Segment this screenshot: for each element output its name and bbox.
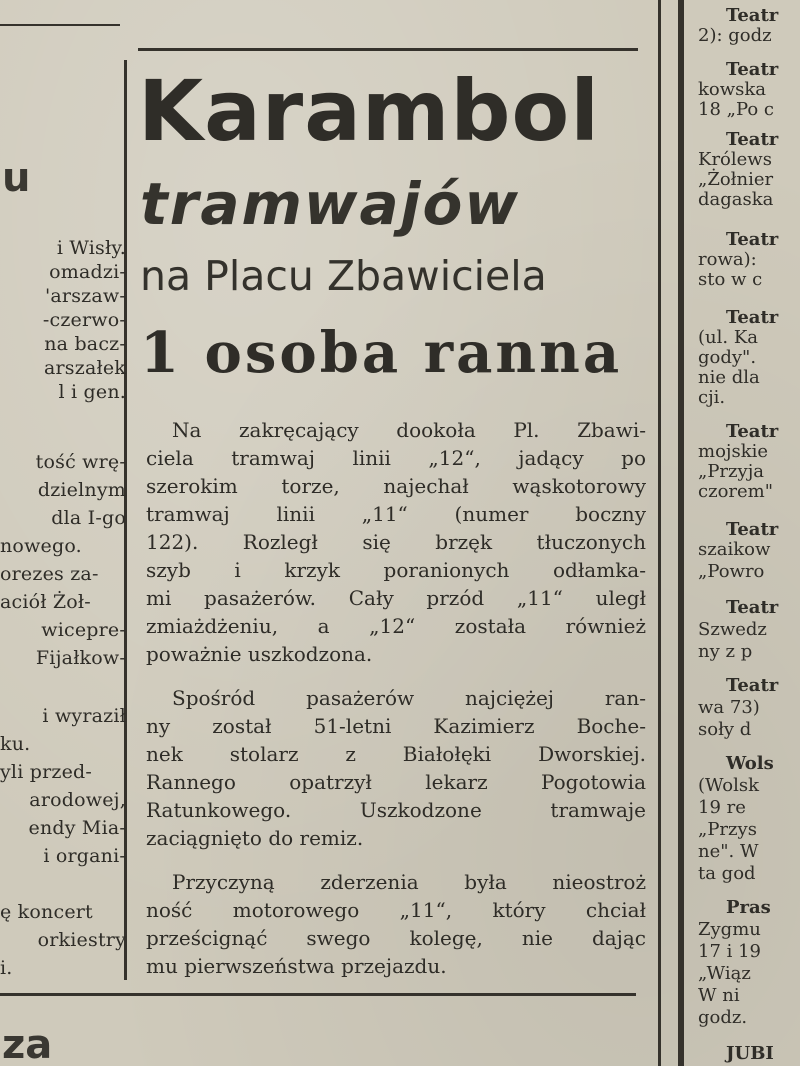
right-line: Teatr — [726, 129, 779, 150]
left-line: i. — [0, 957, 13, 979]
right-line: Królews — [698, 149, 772, 170]
left-line: yli przed- — [0, 761, 93, 783]
left-line: na bacz- — [44, 333, 126, 355]
right-line: „Przys — [698, 819, 757, 840]
left-bottom-fragment: za — [2, 1022, 53, 1066]
left-line: aciół Żoł- — [0, 591, 91, 613]
left-line: i Wisły. — [56, 237, 126, 259]
article-headline-main: Karambol — [138, 62, 601, 160]
right-line: godz. — [698, 1007, 748, 1028]
right-line: rowa): — [698, 249, 757, 270]
right-line: ne". W — [698, 841, 759, 862]
right-line: 17 i 19 — [698, 941, 762, 962]
right-line: Teatr — [726, 5, 779, 26]
right-line: ta god — [698, 863, 756, 884]
left-line: l i gen. — [58, 381, 126, 403]
right-line: soły d — [698, 719, 752, 740]
left-line: nowego. — [0, 535, 82, 557]
right-line: kowska — [698, 79, 767, 100]
left-line: i wyraził — [42, 705, 126, 727]
right-line: Teatr — [726, 421, 779, 442]
right-line: W ni — [698, 985, 740, 1006]
right-line: Teatr — [726, 229, 779, 250]
right-line: (Wolsk — [698, 775, 760, 796]
right-column — [690, 0, 800, 1066]
right-line: ny z p — [698, 641, 753, 662]
article-top-rule — [138, 48, 638, 51]
right-line: „Przyja — [698, 461, 765, 482]
right-line: nie dla — [698, 367, 760, 388]
article-body-line: poważnie uszkodzona. — [146, 642, 373, 666]
left-line: orkiestry — [37, 929, 126, 951]
right-line: Teatr — [726, 307, 779, 328]
right-line: czorem" — [698, 481, 774, 502]
left-line: Fijałkow- — [35, 647, 126, 669]
left-line: -czerwo- — [42, 309, 126, 331]
left-line: dla I-go — [51, 507, 126, 529]
article-body-line: tramwaj linii „11“ (numer boczny — [146, 502, 646, 526]
left-line: i organi- — [43, 845, 126, 867]
right-line: 19 re — [698, 797, 746, 818]
article-body-line: nek stolarz z Białołęki Dworskiej. — [146, 742, 646, 766]
right-line: Pras — [726, 897, 771, 918]
right-line: Teatr — [726, 675, 779, 696]
article-body-line: ność motorowego „11“, który chciał — [146, 898, 646, 922]
article-body-line: 122). Rozległ się brzęk tłuczonych — [146, 530, 646, 554]
article-body-line: Spośród pasażerów najciężej ran- — [172, 686, 646, 710]
article-body-line: Rannego opatrzył lekarz Pogotowia — [146, 770, 646, 794]
article-headline-line-3: na Placu Zbawiciela — [140, 252, 547, 300]
left-column — [0, 0, 128, 1066]
article-body-line: zmiażdżeniu, a „12“ została również — [146, 614, 646, 638]
article-headline-line-2: tramwajów — [140, 170, 520, 238]
left-heading-fragment: u — [2, 155, 31, 201]
right-line: „Powro — [698, 561, 765, 582]
left-line: arszałek — [43, 357, 126, 379]
right-line: Zygmu — [698, 919, 761, 940]
article-body-line: prześcignąć swego kolegę, nie dając — [146, 926, 646, 950]
left-line: arodowej, — [29, 789, 126, 811]
article-body-line: mu pierwszeństwa przejazdu. — [146, 954, 447, 978]
article-body-line: Na zakręcający dookoła Pl. Zbawi- — [172, 418, 646, 442]
right-line: Teatr — [726, 59, 779, 80]
left-line: tość wrę- — [35, 451, 126, 473]
left-line: wicepre- — [41, 619, 126, 641]
column-divider-right — [658, 0, 661, 1066]
right-line: „Wiąz — [698, 963, 751, 984]
right-line: Wols — [726, 753, 774, 774]
article-subheadline: 1 osoba ranna — [140, 320, 623, 386]
right-line: Szwedz — [698, 619, 767, 640]
article-body-line: szerokim torze, najechał wąskotorowy — [146, 474, 646, 498]
article-body-line: zaciągnięto do remiz. — [146, 826, 364, 850]
article-body-line: Ratunkowego. Uszkodzone tramwaje — [146, 798, 646, 822]
left-line: omadzi- — [49, 261, 126, 283]
column-divider-far-right — [678, 0, 684, 1066]
article-body-line: ciela tramwaj linii „12“, jadący po — [146, 446, 646, 470]
right-line: szaikow — [698, 539, 771, 560]
right-line: mojskie — [698, 441, 769, 462]
article — [138, 56, 658, 996]
right-line: gody". — [698, 347, 757, 368]
right-line: Teatr — [726, 597, 779, 618]
right-line: Teatr — [726, 519, 779, 540]
right-line: (ul. Ka — [698, 327, 758, 348]
right-line: 18 „Po c — [698, 99, 774, 120]
left-line: ę koncert — [0, 901, 93, 923]
left-line: dzielnym — [37, 479, 126, 501]
article-body-line: szyb i krzyk poranionych odłamka- — [146, 558, 646, 582]
article-body-line: mi pasażerów. Cały przód „11“ uległ — [146, 586, 646, 610]
article-body-line: ny został 51-letni Kazimierz Boche- — [146, 714, 646, 738]
left-line: ku. — [0, 733, 31, 755]
right-line: cji. — [698, 387, 726, 408]
right-line: 2): godz — [698, 25, 772, 46]
right-line: „Żołnier — [698, 169, 774, 190]
right-line: dagaska — [698, 189, 774, 210]
right-line: wa 73) — [698, 697, 760, 718]
right-line: sto w c — [698, 269, 763, 290]
right-line: JUBI — [726, 1043, 774, 1064]
previous-article-heading-cut — [90, 0, 630, 20]
left-line: endy Mia- — [28, 817, 126, 839]
article-body-line: Przyczyną zderzenia była nieostroż — [172, 870, 646, 894]
left-line: 'arszaw- — [44, 285, 126, 307]
left-line: orezes za- — [0, 563, 99, 585]
